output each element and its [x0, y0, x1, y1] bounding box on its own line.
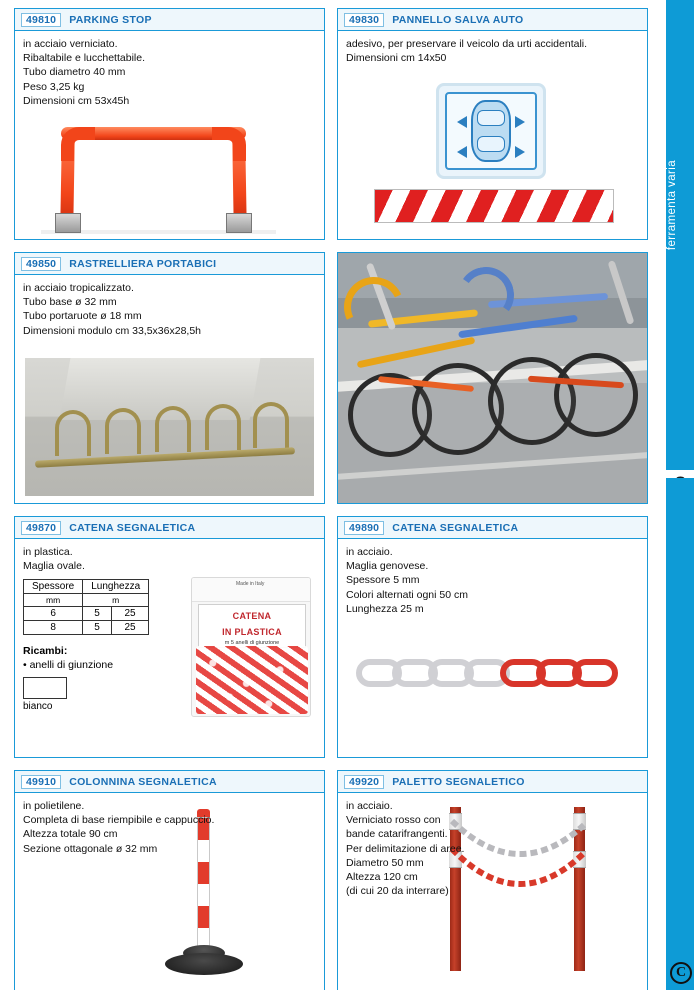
card-header [15, 253, 324, 275]
table-cell: 5 [83, 607, 112, 621]
product-title: PARKING STOP [69, 14, 152, 26]
car-icon [471, 100, 511, 162]
desc-line: Dimensioni modulo cm 33,5x36x28,5h [23, 324, 202, 337]
product-description [338, 793, 647, 898]
rack-hoop [55, 410, 91, 456]
card-header [338, 771, 647, 793]
rack-hoop [155, 406, 191, 452]
corner-left [61, 127, 95, 161]
arrow-icon [515, 116, 525, 128]
desc-line: Colori alternati ogni 50 cm [346, 588, 468, 601]
bikes-photo [338, 253, 647, 503]
spares-item: • anelli di giunzione [23, 659, 114, 672]
product-code: 49870 [21, 521, 61, 536]
product-card-49850 [14, 252, 325, 504]
desc-line: Altezza 120 cm [346, 870, 418, 883]
arrow-icon [457, 146, 467, 158]
desc-line: in acciaio. [346, 546, 393, 558]
card-header [15, 771, 324, 793]
product-code: 49810 [21, 13, 61, 28]
bracket-left [55, 213, 81, 233]
bike-handlebar [338, 269, 412, 346]
grid-row-4 [14, 770, 648, 990]
rack-hoop [205, 404, 241, 450]
table-cell: 25 [111, 607, 148, 621]
bag-label-card [198, 604, 306, 648]
column-base [165, 953, 243, 975]
desc-line: Tubo diametro 40 mm [23, 66, 126, 79]
table-cell: 8 [24, 621, 83, 635]
panel-inner-frame [445, 92, 537, 170]
product-card-49890 [337, 516, 648, 758]
column-subheader: mm [24, 594, 83, 607]
desc-line: Completa di base riempibile e cappuccio. [23, 814, 215, 827]
card-header [338, 517, 647, 539]
column-header: Lunghezza [83, 580, 149, 594]
bag-header [192, 578, 310, 602]
parking-stop-illustration [33, 113, 303, 233]
brand-logo-icon: C [670, 962, 692, 984]
product-card-49910 [14, 770, 325, 990]
desc-line: Verniciato rosso con [346, 814, 441, 827]
adhesive-stripe-bar [374, 189, 614, 223]
grid-row-2 [14, 252, 648, 504]
desc-line: Tubo portaruote ø 18 mm [23, 310, 142, 323]
table-row [24, 621, 149, 635]
product-card-49810 [14, 8, 325, 240]
specs-table [23, 579, 149, 635]
color-swatch-white [23, 677, 67, 699]
chain-contents [196, 646, 308, 714]
bag-subtitle: m 5 anelli di giunzione [224, 640, 280, 646]
desc-line: Per delimitazione di aree. [346, 842, 465, 855]
plastic-chain-bag-photo [191, 577, 311, 717]
bikes-photo-card [337, 252, 648, 504]
table-cell: 6 [24, 607, 83, 621]
table-subheader-row [24, 594, 149, 607]
product-description [15, 539, 324, 573]
sidebar [660, 0, 700, 990]
desc-line: Maglia genovese. [346, 560, 429, 573]
column-subheader: m [83, 594, 149, 607]
desc-line: in plastica. [23, 546, 73, 558]
desc-line: Dimensioni cm 14x50 [346, 52, 447, 65]
corner-right [212, 127, 246, 161]
arrow-icon [457, 116, 467, 128]
product-code: 49910 [21, 775, 61, 790]
product-title: PALETTO SEGNALETICO [392, 776, 525, 788]
product-card-49830 [337, 8, 648, 240]
rack-hoop [253, 402, 289, 448]
desc-line: Peso 3,25 kg [23, 80, 85, 93]
table-cell: 25 [111, 621, 148, 635]
product-description [338, 31, 647, 65]
column-header: Spessore [24, 580, 83, 594]
desc-line: Tubo base ø 32 mm [23, 296, 117, 309]
bike-fork [607, 260, 634, 325]
product-title: CATENA SEGNALETICA [392, 522, 519, 534]
sidebar-category-label: ferramenta varia [666, 160, 678, 251]
desc-line: Diametro 50 mm [346, 856, 424, 869]
desc-line: adesivo, per preservare il veicolo da urti accidentali. [346, 38, 588, 50]
product-title: CATENA SEGNALETICA [69, 522, 196, 534]
bag-brand-line2: IN PLASTICA [222, 627, 282, 637]
card-header [15, 9, 324, 31]
desc-line: in acciaio verniciato. [23, 38, 118, 50]
product-title: PANNELLO SALVA AUTO [392, 14, 524, 26]
desc-line: Spessore 5 mm [346, 574, 420, 587]
desc-line: bande catarifrangenti. [346, 828, 448, 841]
bracket-right [226, 213, 252, 233]
grid-row-3 [14, 516, 648, 758]
desc-line: in acciaio. [346, 800, 393, 812]
car-window-rear [477, 136, 505, 152]
desc-line: Dimensioni cm 53x45h [23, 94, 130, 107]
product-title: RASTRELLIERA PORTABICI [69, 258, 217, 270]
card-header [338, 9, 647, 31]
table-header-row [24, 580, 149, 594]
grid-row-1 [14, 8, 648, 240]
desc-line: Maglia ovale. [23, 560, 85, 573]
steel-chain-illustration [356, 653, 626, 699]
bike-rack-photo [25, 358, 314, 496]
table-cell: 5 [83, 621, 112, 635]
table-row [24, 607, 149, 621]
bag-top-text: Made in Italy [236, 581, 265, 587]
desc-line: Lunghezza 25 m [346, 602, 424, 615]
desc-line: in polietilene. [23, 800, 85, 812]
salva-auto-panel-illustration [436, 83, 546, 179]
product-description [15, 793, 324, 856]
sidebar-band-bottom [666, 478, 694, 990]
product-title: COLONNINA SEGNALETICA [69, 776, 217, 788]
product-code: 49920 [344, 775, 384, 790]
desc-line: Ribaltabile e lucchettabile. [23, 52, 145, 65]
rack-hoop [105, 408, 141, 454]
product-description [338, 539, 647, 616]
card-header [15, 517, 324, 539]
bag-brand-line1: CATENA [232, 611, 272, 621]
desc-line: (di cui 20 da interrare) [346, 885, 449, 898]
product-code: 49830 [344, 13, 384, 28]
bike-wheel [554, 353, 638, 437]
product-card-49870 [14, 516, 325, 758]
car-window-front [477, 110, 505, 126]
product-card-49920 [337, 770, 648, 990]
product-description [15, 275, 324, 338]
product-grid [14, 8, 648, 990]
chain-link-red [572, 659, 618, 687]
desc-line: in acciaio tropicalizzato. [23, 282, 134, 294]
product-code: 49850 [21, 257, 61, 272]
product-code: 49890 [344, 521, 384, 536]
color-swatch-label: bianco [23, 701, 53, 713]
arrow-icon [515, 146, 525, 158]
desc-line: Sezione ottagonale ø 32 mm [23, 842, 158, 855]
desc-line: Altezza totale 90 cm [23, 828, 118, 841]
spares-title: Ricambi: [23, 645, 68, 658]
product-description [15, 31, 324, 108]
